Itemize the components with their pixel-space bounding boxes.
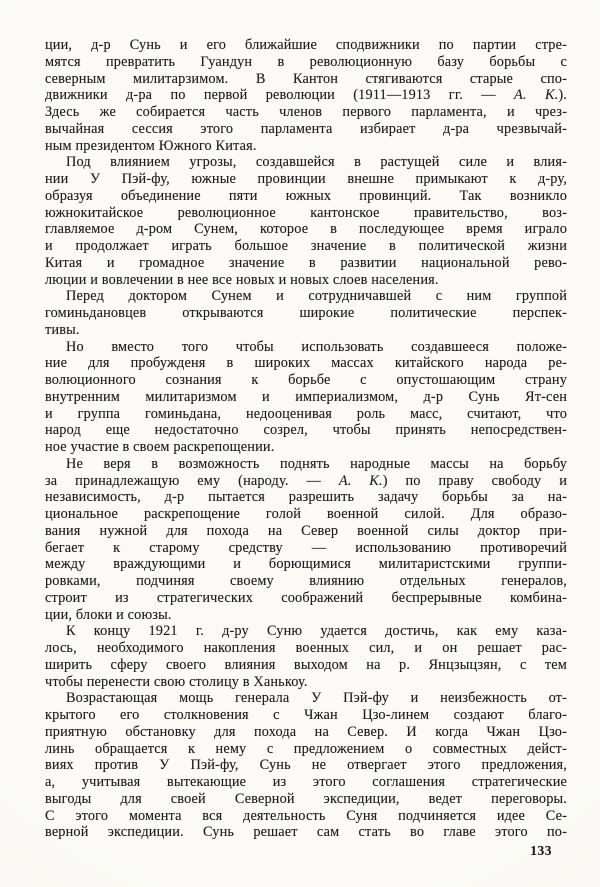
text-line — [45, 221, 567, 238]
text-line — [45, 138, 567, 155]
text-line — [45, 573, 567, 590]
text-line — [45, 556, 567, 573]
paragraph — [45, 456, 567, 624]
text-segment: Возрастающая мощь генерала У Пэй-фу и неизбежность от- — [66, 690, 567, 707]
text-segment: Здесь же собирается часть членов первого парламента, и чрез- — [45, 104, 567, 120]
text-segment: а, учитывая вытекающие из этого соглашения стратегические — [45, 774, 567, 790]
text-segment: Не веря в возможность поднять народные массы на борьбу — [66, 455, 567, 472]
text-segment: чтобы перенести свою столицу в Ханькоу. — [45, 673, 308, 690]
text-line — [45, 422, 567, 439]
text-line — [45, 607, 567, 624]
paragraph — [45, 623, 567, 690]
text-line — [45, 87, 567, 104]
text-line — [45, 590, 567, 607]
text-segment: и продолжает играть большое значение в политической жизни — [45, 238, 567, 254]
text-segment: между враждующими и борющимися милитаристскими группи- — [45, 556, 567, 573]
text-segment: южнокитайское революционное кантонское правительство, воз- — [45, 204, 567, 221]
text-line — [45, 473, 567, 490]
text-block — [45, 37, 567, 841]
text-line — [45, 188, 567, 205]
paragraph — [45, 288, 567, 338]
text-line — [45, 808, 567, 825]
text-line — [45, 489, 567, 506]
text-segment: народ еще недостаточно созрел, чтобы принять непосредствен- — [45, 422, 567, 439]
text-line — [45, 791, 567, 808]
text-line — [45, 372, 567, 389]
text-line — [45, 523, 567, 540]
text-segment: внутренним милитаризмом и империализмом, д-р Сунь Ят-сен — [45, 388, 567, 405]
text-line — [45, 121, 567, 138]
text-segment: С этого момента вся деятельность Суня подчиняется идее Се- — [45, 807, 567, 824]
text-line — [45, 288, 567, 305]
text-segment: гоминьдановцев открываются широкие политические перспек- — [45, 305, 567, 321]
text-line — [45, 506, 567, 523]
text-segment: ным президентом Южного Китая. — [45, 137, 257, 154]
text-line — [45, 171, 567, 188]
text-segment: ширить сферу своего влияния выходом на р. Янцзыцзян, с тем — [45, 656, 567, 673]
text-line — [45, 322, 567, 339]
text-segment: Под влиянием угрозы, создавшейся в растущей силе и влия- — [66, 154, 567, 171]
text-segment: бегает к старому средству — использованию противоречий — [45, 539, 567, 556]
text-segment: лось, необходимого накопления военных сил, и он решает рас- — [45, 640, 567, 656]
text-segment: линь обращается к нему с предложением о совместных дейст- — [45, 740, 567, 757]
text-segment: ции, д-р Сунь и его ближайшие сподвижники по партии стре- — [45, 37, 567, 53]
text-line — [45, 439, 567, 456]
text-segment: движники д-ра по первой революции (1911—1913 гг. — — [45, 87, 515, 104]
text-line — [45, 339, 567, 356]
text-segment: циональное раскрепощение голой военной силой. Для образо- — [45, 506, 567, 522]
page-number: 133 — [530, 843, 552, 858]
text-segment: северным милитарзимом. В Кантон стягиваются старые спо- — [45, 70, 567, 87]
text-segment: Но вместо того чтобы использовать создавшееся положе- — [66, 338, 567, 355]
text-line — [45, 741, 567, 758]
text-segment: выгоды для своей Северной экспедиции, ведет переговоры. — [45, 790, 567, 807]
text-line — [45, 640, 567, 657]
text-segment: и группа гоминьдана, недооценивая роль масс, считают, что — [45, 405, 567, 422]
text-segment: ) по праву свободу и — [382, 472, 567, 489]
text-segment: нии У Пэй-фу, южные провинции внешне примыкают к д-ру, — [45, 171, 567, 187]
text-segment: ровками, подчиняя своему влиянию отдельных генералов, — [45, 573, 567, 589]
text-line — [45, 657, 567, 674]
text-line — [45, 757, 567, 774]
text-line — [45, 355, 567, 372]
paragraph — [45, 690, 567, 841]
paragraph — [45, 154, 567, 288]
text-line — [45, 238, 567, 255]
text-segment: Перед доктором Сунем и сотрудничавшей с ним группой — [66, 288, 567, 305]
text-line — [45, 54, 567, 71]
text-segment: ции, блоки и союзы. — [45, 606, 172, 623]
text-segment: Китая и громадное значение в развитии национальной рево- — [45, 254, 567, 271]
text-line — [45, 205, 567, 222]
text-line — [45, 456, 567, 473]
text-segment: строит из стратегических соображений беспрерывные комбина- — [45, 589, 567, 606]
text-line — [45, 406, 567, 423]
editor-initials-italic: А. К. — [514, 87, 559, 104]
text-segment: мятся превратить Гуандун в революционную базу борьбы с — [45, 53, 567, 70]
text-segment: вания нужной для похода на Север военной силы доктор при- — [45, 522, 567, 539]
text-segment: волюционного сознания к борьбе с опустошающим страну — [45, 372, 567, 388]
text-line — [45, 305, 567, 322]
text-segment: К концу 1921 г. д-ру Суню удается достичь, как ему каза- — [66, 623, 567, 640]
text-line — [45, 824, 567, 841]
text-line — [45, 255, 567, 272]
paragraph — [45, 37, 567, 154]
text-segment: крытого его столкновения с Чжан Цзо-линем создают благо- — [45, 707, 567, 723]
text-line — [45, 389, 567, 406]
text-segment: ). — [558, 87, 567, 104]
text-segment: главляемое д-ром Сунем, которое в последующее время играло — [45, 221, 567, 238]
paragraph — [45, 339, 567, 456]
text-segment: виях против У Пэй-фу, Сунь не отвергает этого предложения, — [45, 757, 567, 774]
text-segment: вычайная сессия этого парламента избирает д-ра чрезвычай- — [45, 120, 567, 137]
text-segment: тивы. — [45, 321, 80, 338]
text-line — [45, 37, 567, 54]
text-segment: верной экспедиции. Сунь решает сам стать во главе этого по- — [45, 824, 567, 841]
text-line — [45, 71, 567, 88]
text-segment: ние для пробужденя в широких массах китайского народа ре- — [45, 355, 567, 372]
text-line — [45, 154, 567, 171]
text-segment: образуя объединение пяти южных провинций. Так возникло — [45, 187, 567, 204]
text-line — [45, 674, 567, 691]
text-segment: ное участие в своем раскрепощении. — [45, 439, 275, 455]
editor-initials-italic: А. К. — [338, 472, 383, 489]
text-line — [45, 540, 567, 557]
text-line — [45, 272, 567, 289]
text-line — [45, 724, 567, 741]
text-line — [45, 104, 567, 121]
text-segment: люции и вовлечении в нее все новых и новых слоев населения. — [45, 271, 439, 288]
text-segment: независимость, д-р пытается разрешить задачу борьбы за на- — [45, 489, 567, 506]
text-line — [45, 707, 567, 724]
text-segment: приятную обстановку для похода на Север. И когда Чжан Цзо- — [45, 723, 567, 740]
text-line — [45, 774, 567, 791]
text-line — [45, 690, 567, 707]
text-line — [45, 623, 567, 640]
text-segment: за принадлежащую ему (народу. — — [45, 472, 339, 489]
